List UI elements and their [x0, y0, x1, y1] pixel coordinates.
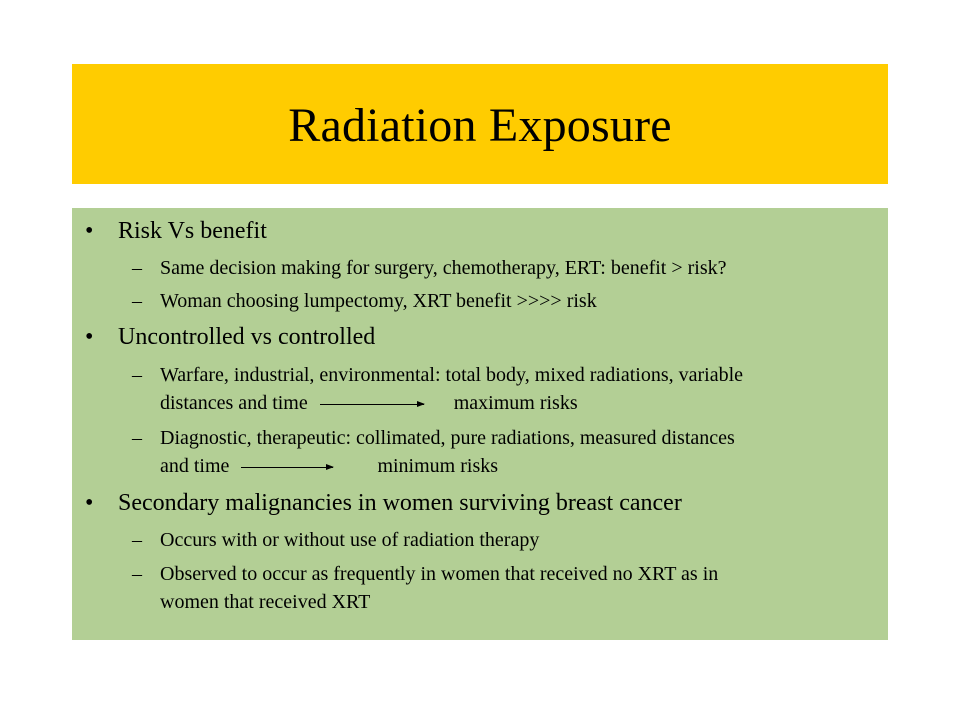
sub-bullet-text: Same decision making for surgery, chemotherapy, ERT: benefit > risk?: [160, 257, 727, 279]
sub-bullet-dash: –: [132, 290, 142, 312]
sub-bullet-text: minimum risks: [377, 455, 499, 477]
arrow-icon: [241, 467, 333, 468]
sub-bullet-text: Woman choosing lumpectomy, XRT benefit >>>> risk: [160, 290, 597, 312]
sub-bullet-dash: –: [132, 257, 142, 279]
sub-bullet-dash: –: [132, 563, 142, 585]
sub-bullet-dash: –: [132, 529, 142, 551]
sub-bullet-text: Warfare, industrial, environmental: total body, mixed radiations, variable: [160, 364, 744, 386]
bullet-text: Risk Vs benefit: [118, 218, 267, 244]
arrow-icon: [320, 404, 424, 405]
sub-bullet-text: distances and time: [160, 392, 308, 414]
sub-bullet-text: and time: [160, 455, 230, 477]
sub-bullet-dash: –: [132, 364, 142, 386]
bullet-dot: •: [85, 218, 94, 244]
sub-bullet-text: women that received XRT: [160, 591, 371, 613]
sub-bullet-text: Diagnostic, therapeutic: collimated, pure radiations, measured distances: [160, 427, 735, 449]
bullet-text: Uncontrolled vs controlled: [118, 324, 376, 350]
slide-title: Radiation Exposure: [288, 99, 672, 152]
sub-bullet-text: Occurs with or without use of radiation therapy: [160, 529, 540, 551]
sub-bullet-text: maximum risks: [453, 392, 578, 414]
bullet-dot: •: [85, 490, 94, 516]
bullet-text: Secondary malignancies in women surviving breast cancer: [118, 490, 682, 516]
content-box: [72, 208, 888, 640]
title-bar: [72, 64, 888, 184]
bullet-dot: •: [85, 324, 94, 350]
sub-bullet-text: Observed to occur as frequently in women that received no XRT as in: [160, 563, 719, 585]
sub-bullet-dash: –: [132, 427, 142, 449]
